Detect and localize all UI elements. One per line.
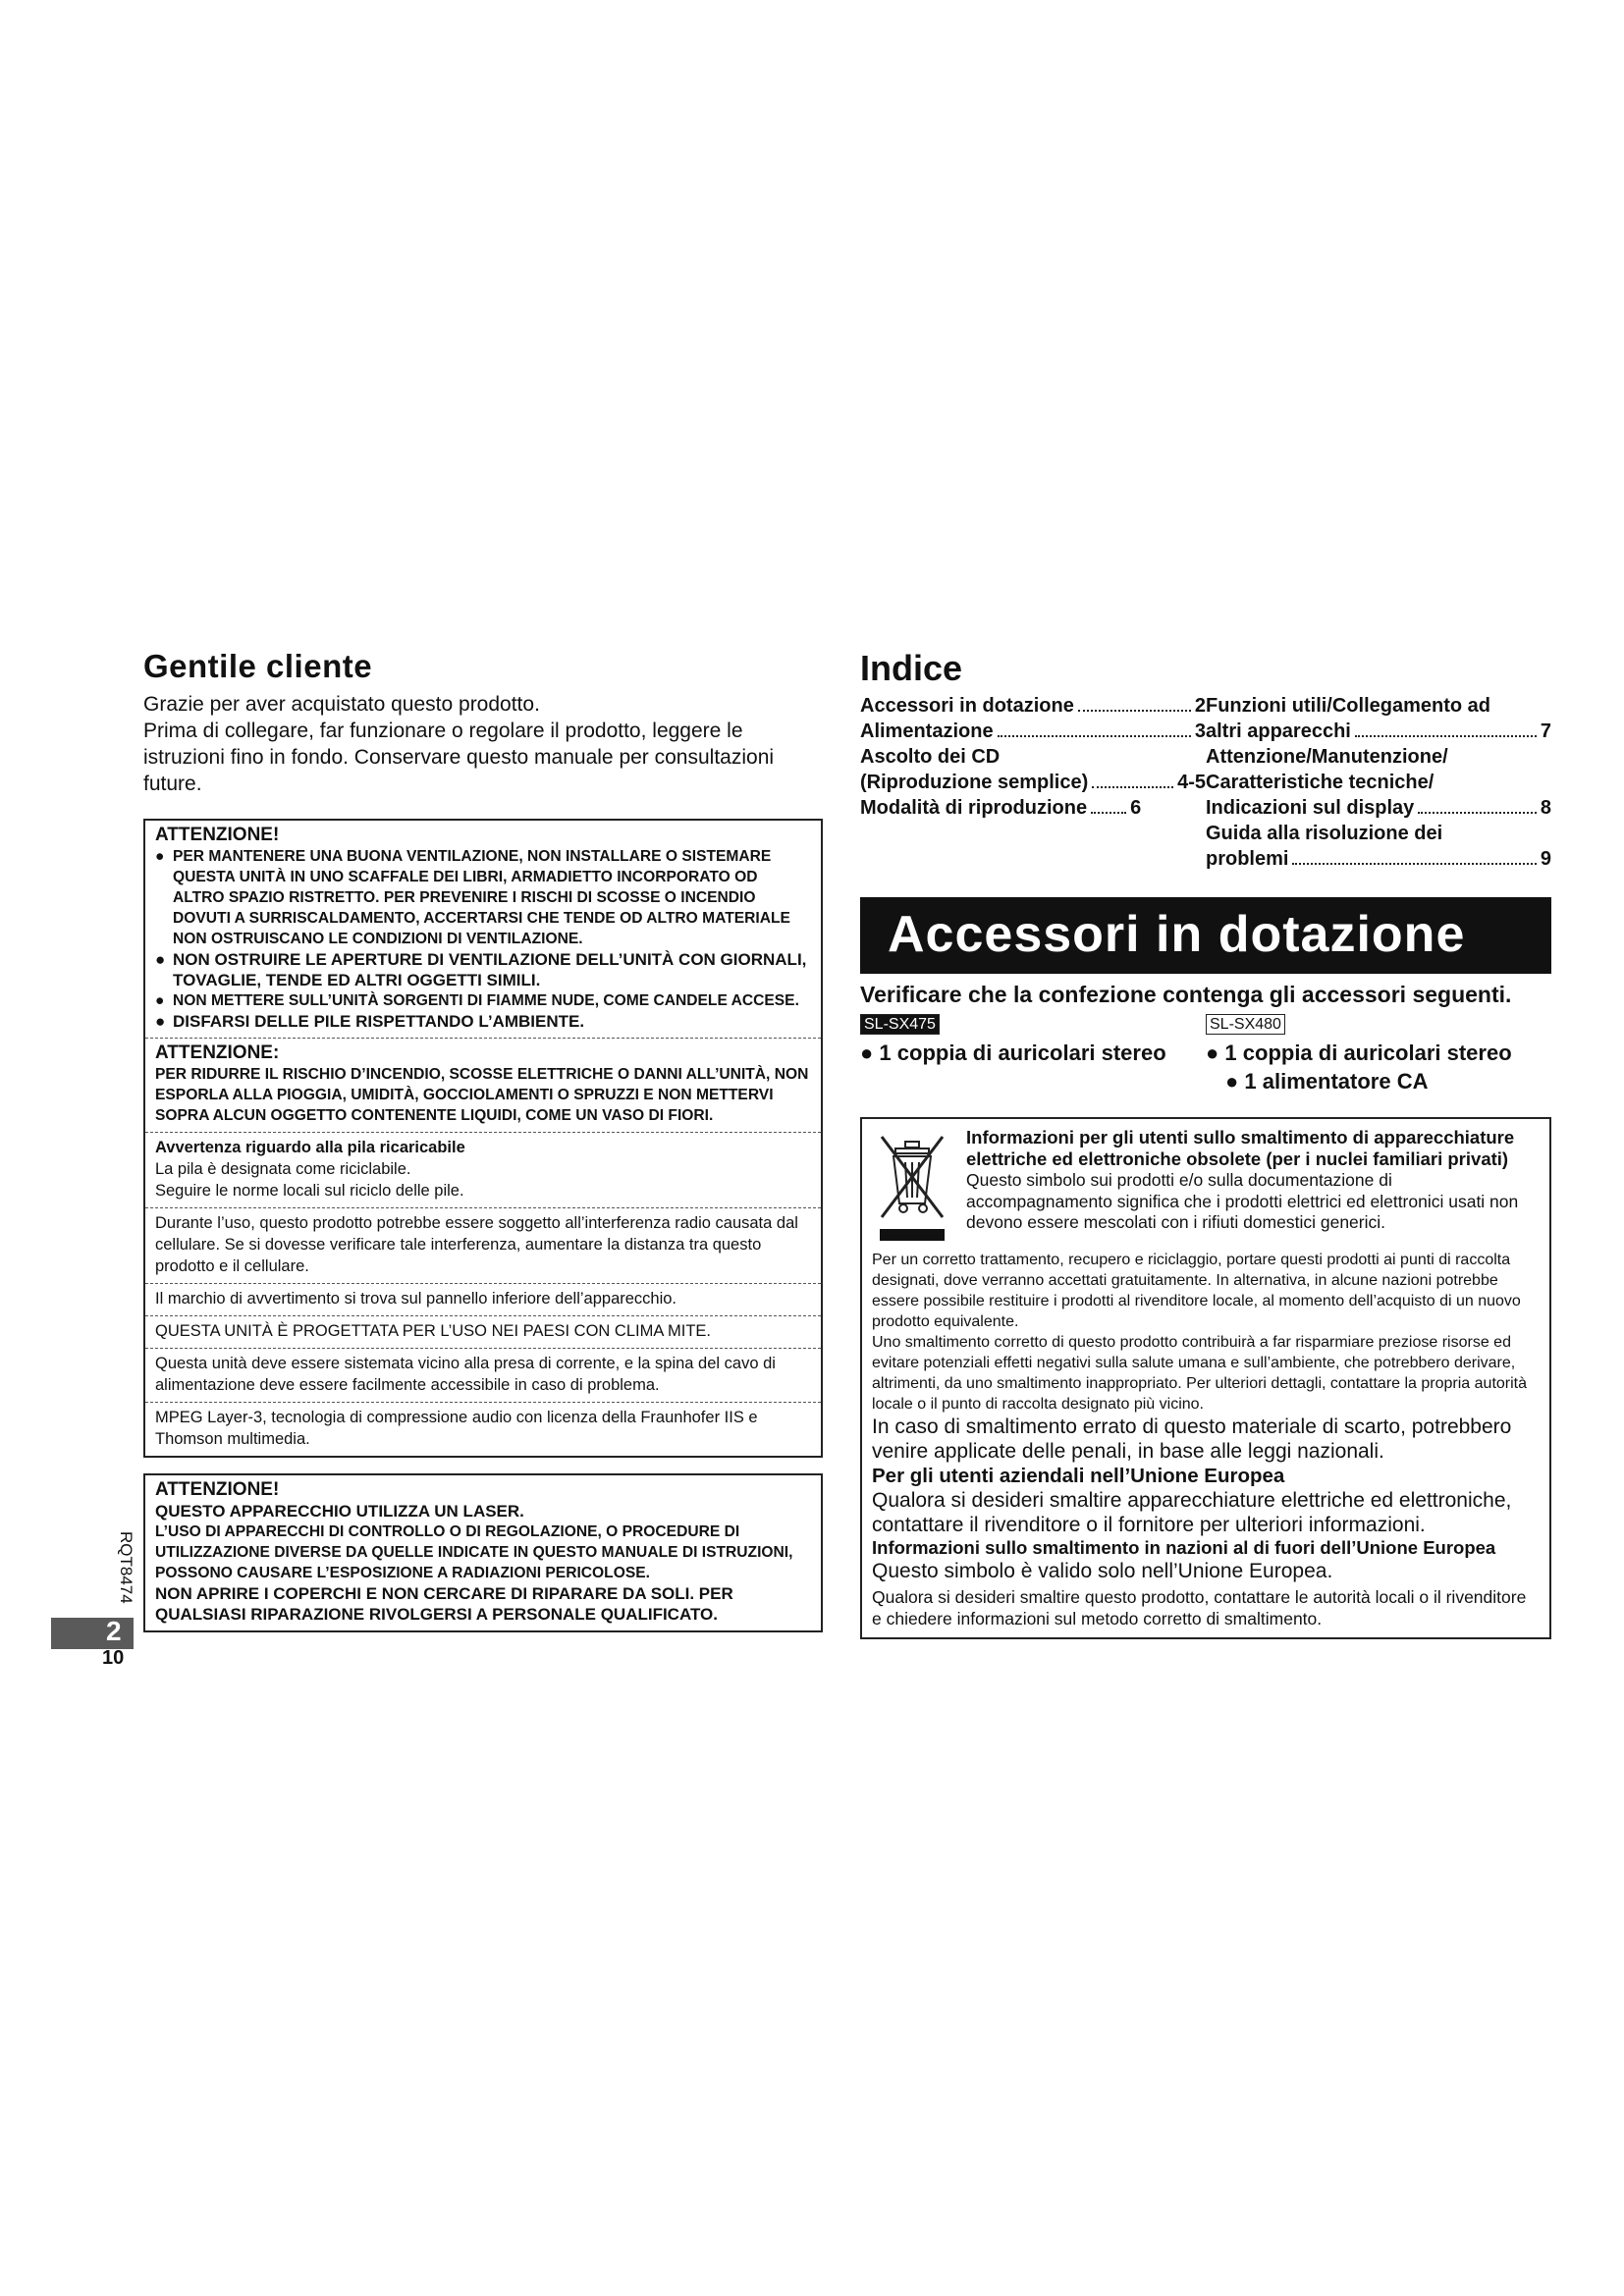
index-item[interactable]: Attenzione/Manutenzione/	[1206, 746, 1448, 768]
weee-non-eu-text: Questo simbolo è valido solo nell’Unione Europea.	[872, 1560, 1333, 1582]
intro-line: Grazie per aver acquistato questo prodotto.	[143, 693, 540, 716]
battery-title: Avvertenza riguardo alla pila ricaricabile	[155, 1139, 465, 1156]
page-number: 2	[106, 1616, 122, 1646]
index-page: 7	[1540, 721, 1551, 742]
laser-line: NON APRIRE I COPERCHI E NON CERCARE DI RIPARARE DA SOLI. PER QUALSIASI RIPARAZIONE RIVOLGERSI A PERSONALE QUALIFICATO.	[155, 1584, 733, 1624]
battery-line: La pila è designata come riciclabile.	[155, 1160, 411, 1178]
bullet-text: NON OSTRUIRE LE APERTURE DI VENTILAZIONE DELL’UNITÀ CON GIORNALI, TOVAGLIE, TENDE ED ALTRI OGGETTI SIMILI.	[173, 950, 807, 989]
model-tag: SL-SX480	[1206, 1014, 1285, 1035]
laser-warning-box	[143, 1473, 823, 1632]
index-title: Indice	[860, 648, 963, 688]
index-item[interactable]: Ascolto dei CD	[860, 746, 1001, 768]
index-item[interactable]	[860, 719, 1206, 744]
left-column	[143, 648, 823, 1632]
bullet-icon: ●	[1206, 1041, 1219, 1065]
accessory-label: 1 coppia di auricolari stereo	[1224, 1041, 1512, 1065]
index-page: 9	[1540, 848, 1551, 870]
customer-title: Gentile cliente	[143, 648, 373, 684]
weee-paragraph: In caso di smaltimento errato di questo materiale di scarto, potrebbero venire applicate delle penali, in base alle leggi nazionali.	[872, 1415, 1512, 1463]
bullet-text: PER MANTENERE UNA BUONA VENTILAZIONE, NON INSTALLARE O SISTEMARE QUESTA UNITÀ IN UNO SCAFFALE DEI LIBRI, ARMADIETTO INCORPORATO OD ALTRO SPAZIO RISTRETTO. PER PREVENIRE I RISCHI DI SCOSSE O INCENDIO DOVUTI A SURRISCALDAMENTO, ACCERTARSI CHE TENDE OD ALTRO MATERIALE NON OSTRUISCANO LE CONDIZIONI DI VENTILAZIONE.	[173, 848, 790, 947]
index-page: 6	[1130, 797, 1142, 819]
customer-intro	[143, 691, 823, 797]
global-page-number: 10	[102, 1647, 125, 1669]
weee-business-text: Qualora si desideri smaltire apparecchiature elettriche ed elettroniche, contattare il rivenditore o il fornitore per ulteriori informazioni.	[872, 1489, 1512, 1536]
index-grid	[860, 693, 1551, 872]
weee-heading: Informazioni per gli utenti sullo smaltimento di apparecchiature elettriche ed elettroniche obsolete (per i nuclei familiari privati)	[966, 1127, 1515, 1169]
index-item[interactable]	[1206, 846, 1551, 872]
weee-paragraph: Per un corretto trattamento, recupero e riciclaggio, portare questi prodotti ai punti di raccolta designati, dove verranno accettati gratuitamente. In alternativa, in alcune nazioni potrebbe essere possibile restituire i prodotti al rivenditore locale, al momento dell’acquisto di un nuovo prodotto equivalente.	[872, 1252, 1521, 1330]
weee-header-text	[966, 1127, 1540, 1250]
index-label: Alimentazione	[860, 721, 994, 742]
index-page: 2	[1194, 695, 1206, 717]
marking-text: Il marchio di avvertimento si trova sul pannello inferiore dell’apparecchio.	[145, 1284, 821, 1316]
warning-box	[143, 819, 823, 1458]
index-item[interactable]	[860, 693, 1206, 719]
weee-paragraph: Uno smaltimento corretto di questo prodotto contribuirà a far risparmiare preziose risorse ed evitare potenziali effetti negativi sulla salute umana e sull’ambiente, che potrebbero derivare, altrimenti, da uno smaltimento inappropriato. Per ulteriori dettagli, contattare la propria autorità locale o il punto di raccolta designato più vicino.	[872, 1334, 1528, 1413]
model-accessories	[860, 1014, 1551, 1095]
attention-section	[145, 1039, 821, 1133]
bullet-icon: ●	[1225, 1069, 1239, 1094]
leader-dots	[1092, 770, 1173, 788]
bullet-icon: ●	[155, 950, 166, 969]
index-item[interactable]	[860, 770, 1206, 795]
bullet-icon: ●	[155, 848, 165, 865]
index-item[interactable]	[860, 795, 1206, 821]
index-label: problemi	[1206, 848, 1289, 870]
index-label: Accessori in dotazione	[860, 695, 1074, 717]
warning-bullet	[155, 1011, 811, 1032]
model-col-b	[1206, 1014, 1551, 1095]
banner-title: Accessori in dotazione	[888, 906, 1466, 963]
bullet-icon: ●	[860, 1041, 874, 1065]
crossed-bin-icon-svg	[872, 1127, 950, 1245]
model-tag: SL-SX475	[860, 1014, 940, 1035]
index-label: Indicazioni sul display	[1206, 797, 1415, 819]
index-page: 4-5	[1177, 772, 1206, 793]
index-item[interactable]: Guida alla risoluzione dei	[1206, 823, 1443, 844]
intro-line: Prima di collegare, far funzionare o regolare il prodotto, leggere le istruzioni fino in fondo. Conservare questo manuale per consultazioni future.	[143, 720, 775, 795]
page-indicator	[51, 1531, 134, 1669]
laser-line: L’USO DI APPARECCHI DI CONTROLLO O DI REGOLAZIONE, O PROCEDURE DI UTILIZZAZIONE DIVERSE DA QUELLE INDICATE IN QUESTO MANUALE DI ISTRUZIONI, POSSONO CAUSARE L’ESPOSIZIONE A RADIAZIONI PERICOLOSE.	[155, 1523, 793, 1581]
warning-title: ATTENZIONE!	[155, 825, 280, 845]
right-column	[860, 648, 1551, 1639]
weee-non-eu-heading: Informazioni sullo smaltimento in nazioni al di fuori dell’Unione Europea	[872, 1537, 1496, 1558]
verify-text: Verificare che la confezione contenga gli accessori seguenti.	[860, 982, 1512, 1007]
index-item[interactable]	[1206, 719, 1551, 744]
warning-bullet	[155, 846, 811, 949]
warning-bullet	[155, 990, 811, 1011]
laser-line: QUESTO APPARECCHIO UTILIZZA UN LASER.	[155, 1502, 524, 1521]
climate-text: QUESTA UNITÀ È PROGETTATA PER L’USO NEI PAESI CON CLIMA MITE.	[145, 1316, 821, 1349]
accessory-item	[1206, 1039, 1551, 1067]
index-item[interactable]	[1206, 795, 1551, 821]
index-col-right	[1206, 693, 1551, 872]
model-col-a	[860, 1014, 1206, 1095]
bullet-icon: ●	[155, 1012, 166, 1031]
warning-bullet	[155, 949, 811, 990]
leader-dots	[998, 719, 1191, 737]
leader-dots	[1292, 846, 1536, 865]
index-item[interactable]: Funzioni utili/Collegamento ad	[1206, 695, 1490, 717]
attention-text: PER RIDURRE IL RISCHIO D’INCENDIO, SCOSSE ELETTRICHE O DANNI ALL’UNITÀ, NON ESPORLA ALLA PIOGGIA, UMIDITÀ, GOCCIOLAMENTI O SPRUZZI E NON METTERVI SOPRA ALCUN OGGETTO CONTENENTE LIQUIDI, COME UN VASO DI FIORI.	[155, 1066, 809, 1124]
leader-dots	[1418, 795, 1537, 814]
accessory-label: 1 alimentatore CA	[1244, 1069, 1429, 1094]
index-col-left	[860, 693, 1206, 872]
radio-interference-text: Durante l’uso, questo prodotto potrebbe essere soggetto all’interferenza radio causata dal cellulare. Se si dovesse verificare tale interferenza, aumentare la distanza tra questo prodotto e il cellulare.	[145, 1208, 821, 1284]
accessory-item	[860, 1039, 1206, 1067]
leader-dots	[1078, 693, 1191, 712]
attention-title: ATTENZIONE:	[155, 1042, 280, 1063]
battery-section	[145, 1133, 821, 1208]
weee-business-heading: Per gli utenti aziendali nell’Unione Europea	[872, 1465, 1285, 1487]
bullet-text: DISFARSI DELLE PILE RISPETTANDO L’AMBIENTE.	[173, 1012, 585, 1031]
battery-line: Seguire le norme locali sul riciclo delle pile.	[155, 1182, 464, 1200]
section-banner	[860, 897, 1551, 974]
crossed-bin-icon	[872, 1127, 966, 1250]
index-label: (Riproduzione semplice)	[860, 772, 1089, 793]
mpeg-license-text: MPEG Layer-3, tecnologia di compressione audio con licenza della Fraunhofer IIS e Thomson multimedia.	[155, 1409, 758, 1448]
index-item[interactable]: Caratteristiche tecniche/	[1206, 772, 1435, 793]
bullet-text: NON METTERE SULL’UNITÀ SORGENTI DI FIAMME NUDE, COME CANDELE ACCESE.	[173, 992, 799, 1009]
bullet-icon: ●	[155, 992, 165, 1009]
laser-title: ATTENZIONE!	[155, 1479, 280, 1500]
accessory-label: 1 coppia di auricolari stereo	[879, 1041, 1166, 1065]
weee-heading-text: Questo simbolo sui prodotti e/o sulla documentazione di accompagnamento significa che i prodotti elettrici ed elettronici usati non devono essere mescolati con i rifiuti domestici generici.	[966, 1170, 1519, 1232]
index-page: 3	[1194, 721, 1206, 742]
socket-text: Questa unità deve essere sistemata vicino alla presa di corrente, e la spina del cavo di alimentazione deve essere facilmente accessibile in caso di problema.	[145, 1349, 821, 1403]
weee-header	[872, 1127, 1540, 1250]
leader-dots	[1355, 719, 1537, 737]
model-code: RQT8474	[117, 1531, 135, 1604]
weee-non-eu-text: Qualora si desideri smaltire questo prodotto, contattare le autorità locali o il rivenditore e chiedere informazioni sul metodo corretto di smaltimento.	[872, 1587, 1527, 1629]
index-label: Modalità di riproduzione	[860, 797, 1088, 819]
index-page: 8	[1540, 797, 1551, 819]
warning-section	[145, 821, 821, 1039]
index-label: altri apparecchi	[1206, 721, 1351, 742]
weee-info-box	[860, 1117, 1551, 1639]
leader-dots	[1091, 795, 1126, 814]
accessory-item	[1206, 1067, 1551, 1095]
